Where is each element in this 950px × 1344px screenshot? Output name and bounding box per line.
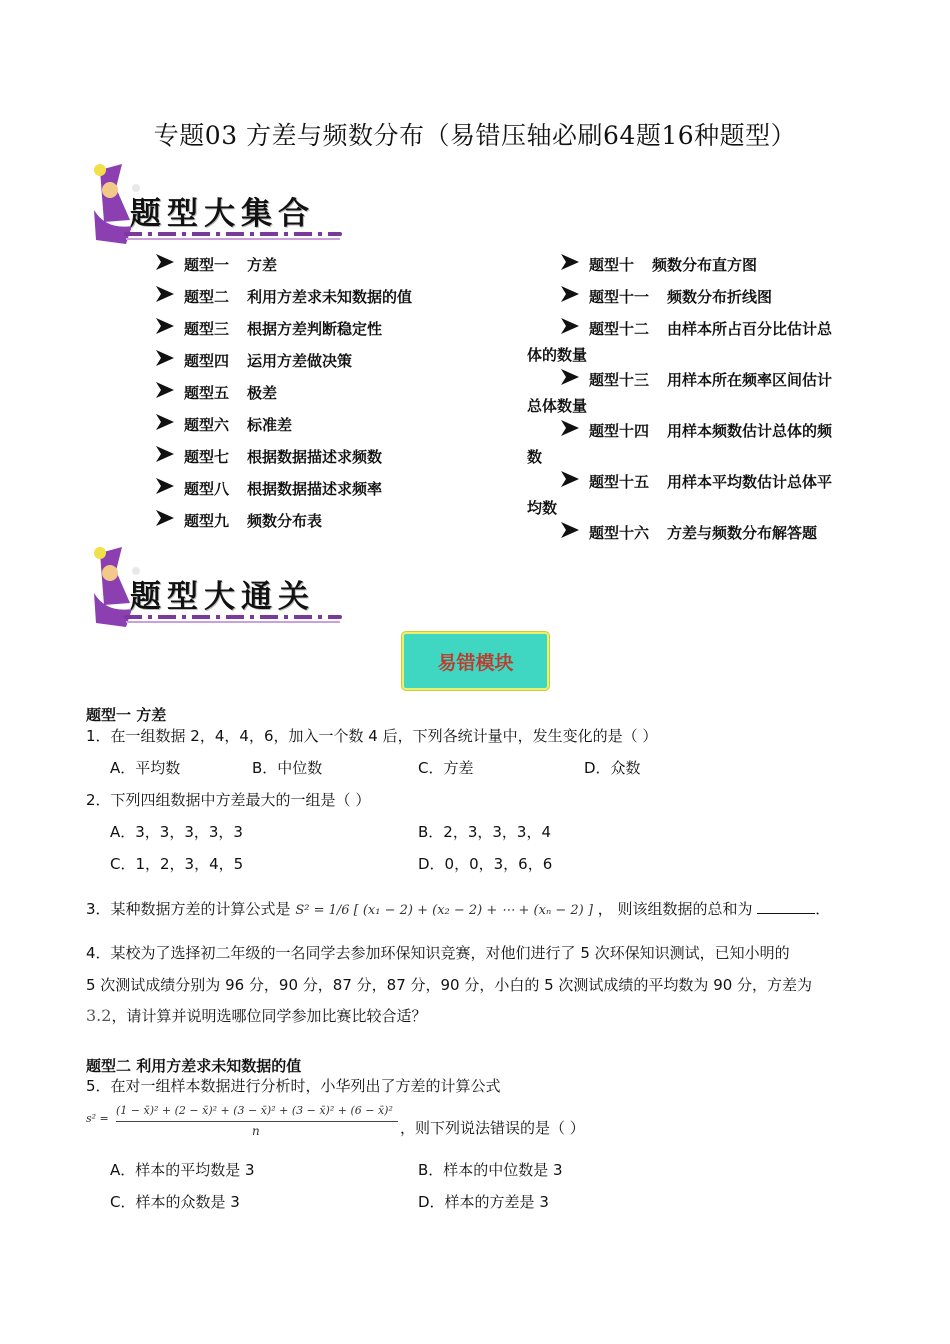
toc-item-number: 题型三: [184, 320, 230, 338]
toc-item-name: 标准差: [247, 416, 293, 434]
arrow-icon: [561, 420, 579, 440]
q1-option-d: D．众数: [584, 759, 641, 777]
q5-option-c: C．样本的众数是 3: [110, 1193, 240, 1211]
toc-item-number: 题型七: [184, 448, 230, 466]
toc-item-name: 由样本所占百分比估计总: [667, 320, 833, 338]
toc-item-number: 题型十四: [589, 422, 650, 440]
section-heading: 题型一 方差: [86, 706, 167, 724]
formula-denominator: n: [252, 1124, 260, 1138]
question-4-line2: 5 次测试成绩分别为 96 分，90 分，87 分，87 分，90 分，小白的 5 次测试成绩的平均数为 90 分，方差为: [86, 976, 813, 994]
toc-item[interactable]: [561, 420, 832, 441]
arrow-icon: [156, 478, 174, 498]
toc-item-name: 根据数据描述求频率: [247, 480, 383, 498]
toc-item-continuation: 体的数量: [527, 346, 588, 364]
page-title: 专题03 方差与频数分布（易错压轴必刷64题16种题型）: [153, 121, 797, 150]
question-1: 1．在一组数据 2，4，4，6，加入一个数 4 后，下列各统计量中，发生变化的是（ ）: [86, 727, 658, 745]
toc-item-name: 运用方差做决策: [247, 352, 353, 370]
variance-formula: S² = 1/6 [ (x₁ − 2) + (x₂ − 2) + ⋯ + (xₙ − 2) ]: [295, 903, 593, 918]
q2-option-d: D．0，0，3，6，6: [418, 855, 553, 873]
arrow-icon: [561, 254, 579, 274]
formula-numerator: (1 − x̄)² + (2 − x̄)² + (3 − x̄)² + (3 − x̄)² + (6 − x̄)²: [116, 1104, 393, 1117]
toc-item[interactable]: [156, 254, 277, 275]
question-4-line1: 4．某校为了选择初二年级的一名同学去参加环保知识竞赛，对他们进行了 5 次环保知识测试，已知小明的: [86, 944, 790, 962]
arrow-icon: [561, 522, 579, 542]
q2-option-c: C．1，2，3，4，5: [110, 855, 244, 873]
toc-item-name: 极差: [247, 384, 278, 402]
banner-topic-pass: [86, 543, 351, 633]
arrow-icon: [561, 318, 579, 338]
toc-item-name: 频数分布表: [247, 512, 323, 530]
q1-option-b: B．中位数: [252, 759, 323, 777]
q1-option-c: C．方差: [418, 759, 474, 777]
toc-item-name: 用样本平均数估计总体平: [667, 473, 833, 491]
toc-item[interactable]: [156, 510, 322, 531]
toc-item[interactable]: [156, 414, 292, 435]
toc-item-number: 题型十: [589, 256, 635, 274]
toc-item-name: 用样本频数估计总体的频: [667, 422, 833, 440]
toc-item-continuation: 数: [527, 448, 543, 466]
toc-item-number: 题型六: [184, 416, 230, 434]
toc-item[interactable]: [561, 471, 832, 492]
question-3: 3．某种数据方差的计算公式是 S² = 1/6 [ (x₁ − 2) + (x₂ − 2) + ⋯ + (xₙ − 2) ] ， 则该组数据的总和为 ．: [86, 900, 831, 918]
toc-item[interactable]: [561, 286, 772, 307]
toc-item-number: 题型十一: [589, 288, 650, 306]
toc-item-name: 频数分布直方图: [652, 256, 758, 274]
banner-underline: [124, 232, 342, 236]
toc-item[interactable]: [156, 382, 277, 403]
toc-item-name: 根据数据描述求频数: [247, 448, 383, 466]
toc-item-number: 题型四: [184, 352, 230, 370]
banner-label: 题型大通关: [130, 579, 315, 615]
q3-text: 3．某种数据方差的计算公式是: [86, 900, 291, 918]
arrow-icon: [156, 382, 174, 402]
arrow-icon: [156, 510, 174, 530]
question-4-line3: 3.2，请计算并说明选哪位同学参加比赛比较合适？: [86, 1006, 427, 1025]
toc-item[interactable]: [156, 350, 352, 371]
toc-item-number: 题型九: [184, 512, 230, 530]
toc-item-name: 方差: [247, 256, 278, 274]
q5-option-b: B．样本的中位数是 3: [418, 1161, 563, 1179]
toc-item-continuation: 均数: [527, 499, 558, 517]
toc-item-name: 方差与频数分布解答题: [667, 524, 818, 542]
toc-item-number: 题型十六: [589, 524, 650, 542]
toc-item[interactable]: [561, 522, 817, 543]
toc-item-number: 题型二: [184, 288, 230, 306]
arrow-icon: [156, 318, 174, 338]
arrow-icon: [156, 254, 174, 274]
banner-label: 题型大集合: [130, 196, 315, 232]
toc-item-number: 题型一: [184, 256, 230, 274]
toc-item-name: 频数分布折线图: [667, 288, 773, 306]
toc-item[interactable]: [156, 478, 382, 499]
toc-item[interactable]: [156, 286, 412, 307]
q2-option-b: B．2，3，3，3，4: [418, 823, 552, 841]
arrow-icon: [561, 369, 579, 389]
q3-text-post: ， 则该组数据的总和为: [597, 900, 753, 918]
toc-item[interactable]: [561, 318, 832, 339]
q5-option-a: A．样本的平均数是 3: [110, 1161, 255, 1179]
arrow-icon: [561, 471, 579, 491]
toc-item-name: 用样本所在频率区间估计: [667, 371, 833, 389]
toc-item[interactable]: [561, 369, 832, 390]
variance-value: 3.2: [86, 1006, 112, 1025]
q5-text-post: ，则下列说法错误的是（ ）: [400, 1119, 585, 1137]
answer-blank: [757, 899, 815, 914]
arrow-icon: [156, 286, 174, 306]
toc-item-number: 题型十二: [589, 320, 650, 338]
question-2: 2．下列四组数据中方差最大的一组是（ ）: [86, 791, 371, 809]
q2-option-a: A．3，3，3，3，3: [110, 823, 243, 841]
toc-item-continuation: 总体数量: [527, 397, 588, 415]
arrow-icon: [561, 286, 579, 306]
banner-underline: [124, 615, 342, 619]
question-5: 5．在对一组样本数据进行分析时，小华列出了方差的计算公式: [86, 1077, 501, 1095]
arrow-icon: [156, 446, 174, 466]
error-prone-module-badge: 易错模块: [402, 632, 549, 690]
toc-item[interactable]: [156, 446, 382, 467]
q1-option-a: A．平均数: [110, 759, 181, 777]
banner-topic-collection: [86, 160, 351, 250]
toc-item-name: 根据方差判断稳定性: [247, 320, 383, 338]
toc-item[interactable]: [156, 318, 382, 339]
toc-item-number: 题型五: [184, 384, 230, 402]
toc-item[interactable]: [561, 254, 757, 275]
arrow-icon: [156, 414, 174, 434]
q5-formula: s² = (1 − x̄)² + (2 − x̄)² + (3 − x̄)² + (3 − x̄)² + (6 − x̄)² n: [86, 1104, 406, 1144]
toc-item-number: 题型十三: [589, 371, 650, 389]
toc-item-name: 利用方差求未知数据的值: [247, 288, 413, 306]
q5-option-d: D．样本的方差是 3: [418, 1193, 549, 1211]
toc-item-number: 题型八: [184, 480, 230, 498]
section-heading: 题型二 利用方差求未知数据的值: [86, 1057, 302, 1075]
arrow-icon: [156, 350, 174, 370]
toc-item-number: 题型十五: [589, 473, 650, 491]
